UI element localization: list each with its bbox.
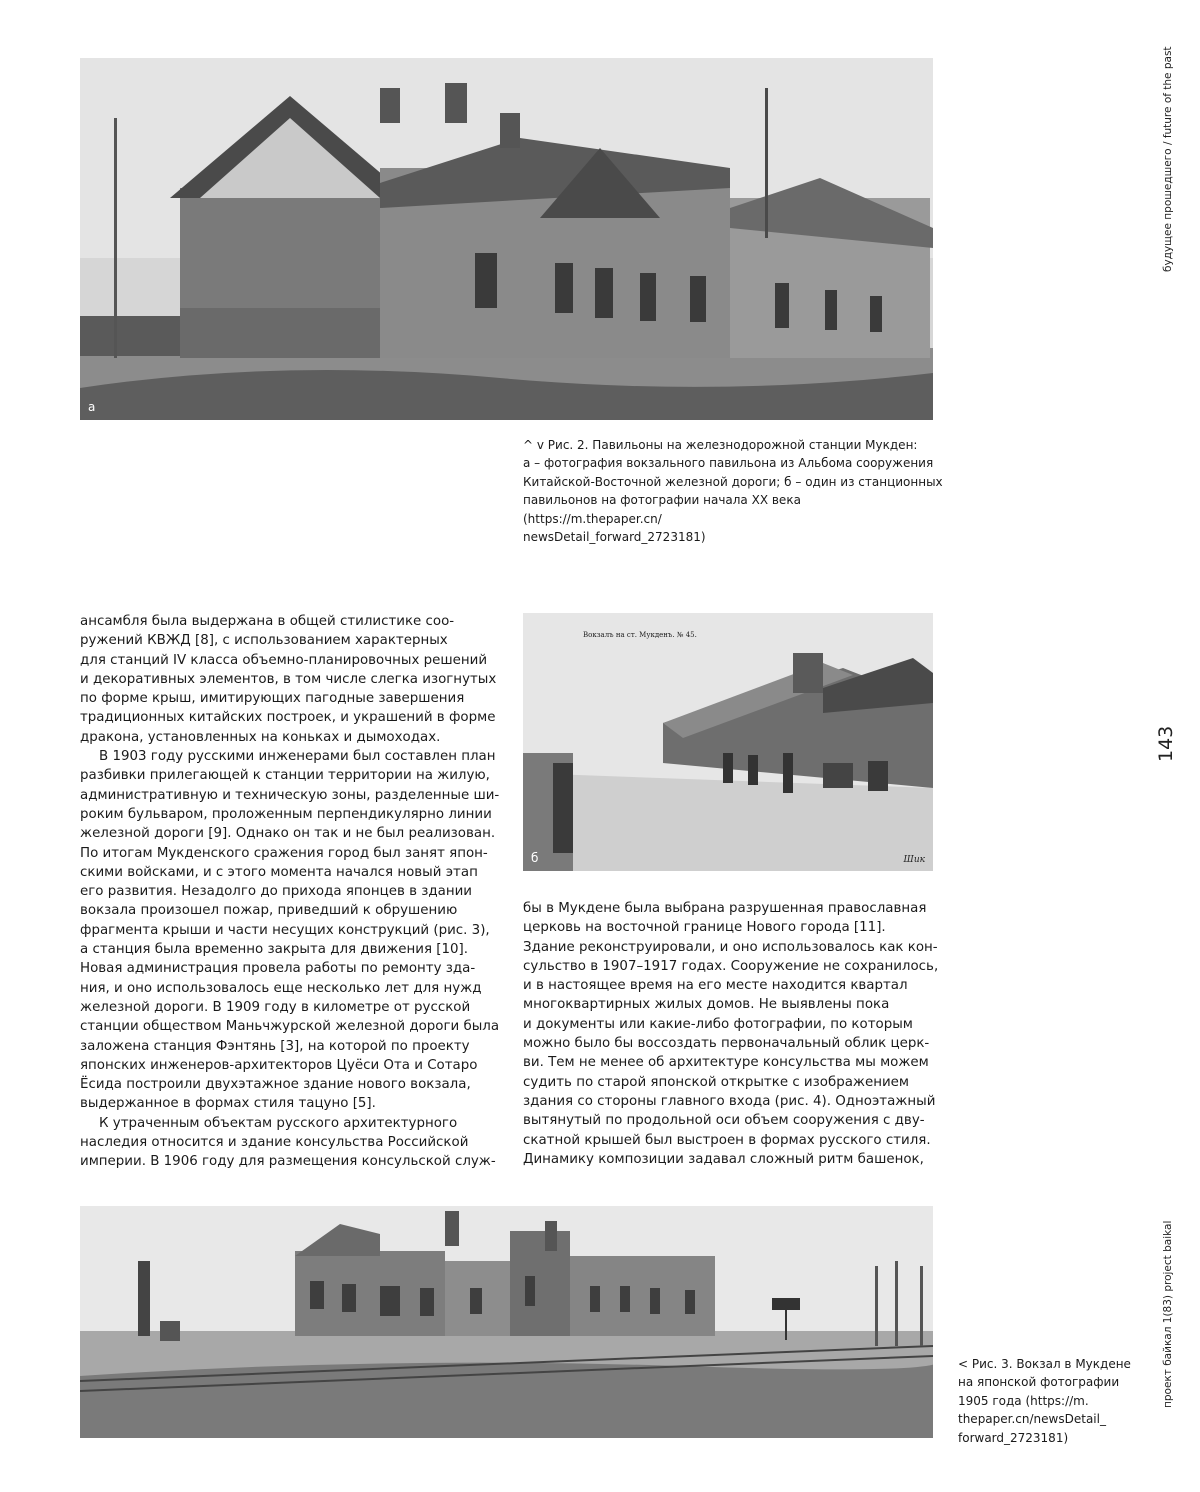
text-line: для станций IV класса объемно-планировочных решений bbox=[80, 652, 488, 668]
text-line: и декоративных элементов, в том числе слегка изогнутых bbox=[80, 671, 497, 687]
text-line: церковь на восточной границе Нового города [11]. bbox=[523, 920, 886, 936]
text-line: выдержанное в формах стиля тацуно [5]. bbox=[80, 1096, 376, 1112]
text-line: и в настоящее время на его месте находится квартал bbox=[523, 978, 908, 994]
text-line: ния, и оно использовалось еще несколько лет для нужд bbox=[80, 980, 482, 996]
text-line: а станция была временно закрыта для движения [10]. bbox=[80, 942, 469, 958]
photo-a-station-pavilion bbox=[80, 58, 933, 420]
text-line: К утраченным объектам русского архитектурного bbox=[99, 1115, 458, 1131]
journal-footer: проект байкал 1(83) project baikal bbox=[1162, 1220, 1174, 1408]
text-line: скими войсками, и с этого момента начался новый этап bbox=[80, 864, 478, 880]
caption-line: < Рис. 3. Вокзал в Мукдене bbox=[958, 1357, 1131, 1371]
caption-line: ^ v Рис. 2. Павильоны на железнодорожной станции Мукден: bbox=[523, 438, 918, 452]
text-line: здания со стороны главного входа (рис. 4). Одноэтажный bbox=[523, 1093, 936, 1109]
text-line: империи. В 1906 году для размещения консульской служ- bbox=[80, 1154, 496, 1170]
left-text-column bbox=[80, 612, 500, 1172]
text-line: судить по старой японской открытке с изображением bbox=[523, 1074, 910, 1090]
photo-b-illustration bbox=[523, 613, 933, 871]
postcard-title: Вокзалъ на ст. Мукденъ. № 45. bbox=[583, 631, 697, 639]
text-line: железной дороги [9]. Однако он так и не был реализован. bbox=[80, 826, 496, 842]
text-line: вокзала произошел пожар, приведший к обрушению bbox=[80, 903, 458, 919]
text-line: заложена станция Фэнтянь [3], на которой по проекту bbox=[80, 1038, 470, 1054]
photo-a-illustration bbox=[80, 58, 933, 420]
caption-line: а – фотография вокзального павильона из Альбома сооружения bbox=[523, 456, 934, 471]
text-line: ружений КВЖД [8], с использованием характерных bbox=[80, 633, 448, 649]
text-line: его развития. Незадолго до прихода японцев в здании bbox=[80, 884, 472, 900]
photo-b-label: б bbox=[531, 851, 539, 865]
photo-c-burned-station bbox=[80, 1206, 933, 1438]
text-line: бы в Мукдене была выбрана разрушенная православная bbox=[523, 901, 927, 916]
text-line: фрагмента крыши и части несущих конструкций (рис. 3), bbox=[80, 922, 490, 938]
caption-line: павильонов на фотографии начала ХХ века (https://m.thepaper.cn/ bbox=[523, 493, 801, 526]
caption-figure-3 bbox=[958, 1355, 1138, 1447]
text-line: Ёсида построили двухэтажное здание нового вокзала, bbox=[80, 1077, 471, 1093]
caption-line: на японской фотографии bbox=[958, 1375, 1120, 1390]
text-line: скатной крышей был выстроен в формах русского стиля. bbox=[523, 1132, 931, 1148]
caption-line: 1905 года (https://m. bbox=[958, 1393, 1089, 1408]
text-line: По итогам Мукденского сражения город был занят япон- bbox=[80, 845, 488, 861]
caption-line: thepaper.cn/newsDetail_ bbox=[958, 1412, 1106, 1427]
text-line: ансамбля была выдержана в общей стилистике соо- bbox=[80, 614, 455, 629]
text-line: железной дороги. В 1909 году в километре от русской bbox=[80, 999, 471, 1015]
text-line: и документы или какие-либо фотографии, по которым bbox=[523, 1016, 913, 1032]
text-line: японских инженеров-архитекторов Цуёси Ота и Сотаро bbox=[80, 1057, 478, 1073]
text-line: дракона, установленных на коньках и дымоходах. bbox=[80, 729, 441, 745]
text-line: вытянутый по продольной оси объем сооружения с дву- bbox=[523, 1113, 925, 1129]
text-line: станции обществом Маньчжурской железной дороги была bbox=[80, 1019, 500, 1035]
photographer-signature: Шик bbox=[903, 855, 925, 865]
text-line: традиционных китайских построек, и украшений в форме bbox=[80, 710, 496, 726]
running-head: будущее прошедшего / future of the past bbox=[1162, 46, 1174, 272]
text-line: сульство в 1907–1917 годах. Сооружение не сохранилось, bbox=[523, 958, 939, 974]
photo-b-station-postcard bbox=[523, 613, 933, 871]
text-line: многоквартирных жилых домов. Не выявлены пока bbox=[523, 997, 890, 1013]
text-line: разбивки прилегающей к станции территории на жилую, bbox=[80, 768, 490, 784]
photo-c-illustration bbox=[80, 1206, 933, 1438]
page-number: 143 bbox=[1155, 725, 1177, 762]
text-line: можно было бы воссоздать первоначальный облик церк- bbox=[523, 1036, 930, 1052]
text-line: ви. Тем не менее об архитектуре консульства мы можем bbox=[523, 1055, 929, 1071]
text-line: наследия относится и здание консульства Российской bbox=[80, 1135, 469, 1151]
text-line: административную и техническую зоны, разделенные ши- bbox=[80, 787, 500, 803]
text-line: Здание реконструировали, и оно использовалось как кон- bbox=[523, 939, 938, 955]
text-line: по форме крыш, имитирующих пагодные завершения bbox=[80, 691, 465, 707]
right-text-column bbox=[523, 899, 943, 1169]
caption-figure-2 bbox=[523, 436, 943, 546]
text-line: роким бульваром, проложенным перпендикулярно линии bbox=[80, 806, 492, 822]
caption-line: forward_2723181) bbox=[958, 1430, 1069, 1445]
text-line: Новая администрация провела работы по ремонту зда- bbox=[80, 961, 476, 977]
text-line: В 1903 году русскими инженерами был составлен план bbox=[99, 749, 496, 765]
photo-a-label: а bbox=[88, 400, 96, 414]
caption-line: newsDetail_forward_2723181) bbox=[523, 530, 706, 545]
text-line: Динамику композиции задавал сложный ритм башенок, bbox=[523, 1151, 924, 1167]
caption-line: Китайской-Восточной железной дороги; б – один из станционных bbox=[523, 474, 943, 489]
